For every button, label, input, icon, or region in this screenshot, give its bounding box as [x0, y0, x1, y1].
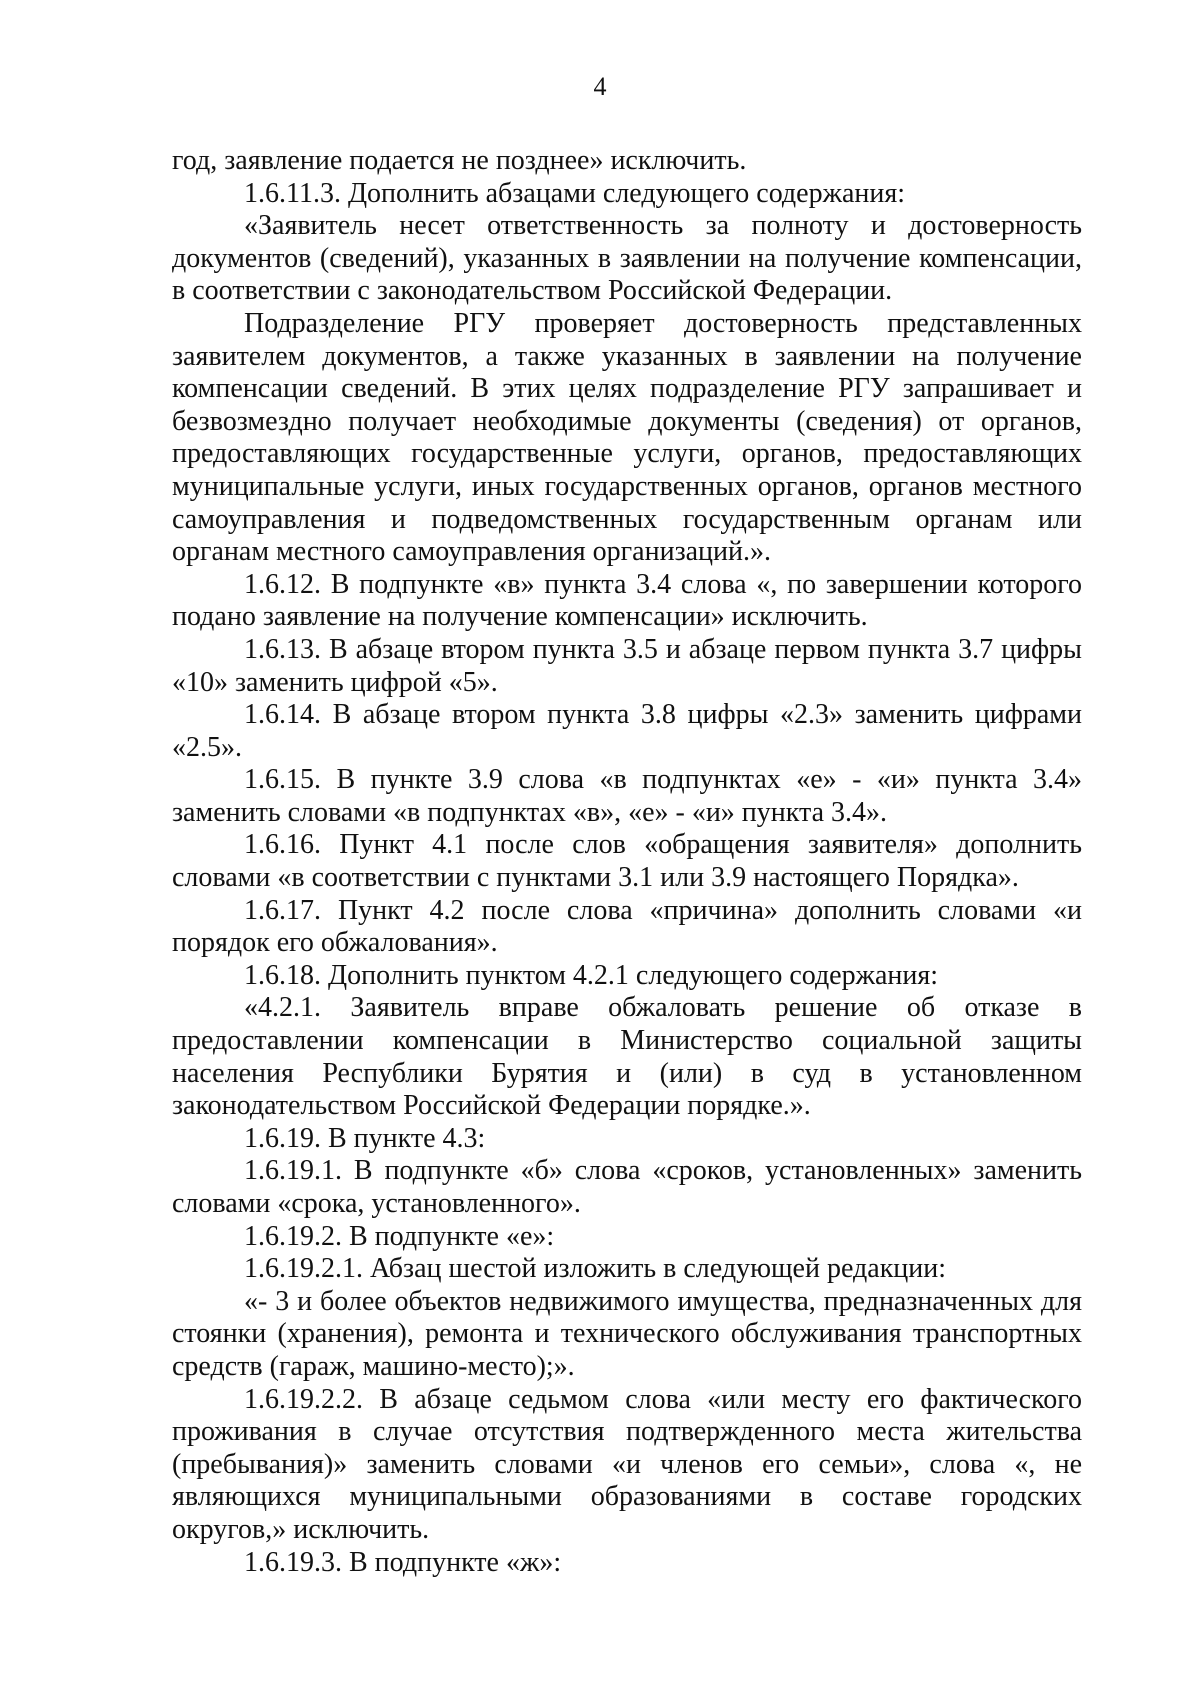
- paragraph: 1.6.17. Пункт 4.2 после слова «причина» дополнить словами «и порядок его обжалования».: [172, 894, 1082, 959]
- document-body: [172, 145, 1082, 1579]
- paragraph: 1.6.19.2.1. Абзац шестой изложить в следующей редакции:: [244, 1253, 947, 1285]
- paragraph: «- 3 и более объектов недвижимого имущества, предназначенных для стоянки (хранения), ремонта и технического обслуживания транспортных средств (гараж, машино-место);».: [172, 1285, 1082, 1382]
- paragraph: Подразделение РГУ проверяет достоверность представленных заявителем документов, а также указанных в заявлении на получение компенсации сведений. В этих целях подразделение РГУ запрашивает и безвозмездно получает необходимые документы (сведения) от органов, предоставляющих государственные услуги, органов, предоставляющих муниципальные услуги, иных государственных органов, органов местного самоуправления и подведомственных государственным органам или органам местного самоуправления организаций.».: [172, 307, 1082, 568]
- paragraph: 1.6.19.2. В подпункте «е»:: [244, 1220, 555, 1252]
- paragraph-continuation: год, заявление подается не позднее» исключить.: [172, 145, 747, 176]
- paragraph: 1.6.16. Пункт 4.1 после слов «обращения заявителя» дополнить словами «в соответствии с пунктами 3.1 или 3.9 настоящего Порядка».: [172, 829, 1082, 894]
- paragraph: «Заявитель несет ответственность за полноту и достоверность документов (сведений), указанных в заявлении на получение компенсации, в соответствии с законодательством Российской Федерации.: [172, 210, 1082, 307]
- paragraph: 1.6.12. В подпункте «в» пункта 3.4 слова «, по завершении которого подано заявление на получение компенсации» исключить.: [172, 568, 1082, 633]
- paragraph: «4.2.1. Заявитель вправе обжаловать решение об отказе в предоставлении компенсации в Министерство социальной защиты населения Республики Бурятия и (или) в суд в установленном законодательством Российской Федерации порядке.».: [172, 992, 1082, 1122]
- paragraph: 1.6.11.3. Дополнить абзацами следующего содержания:: [244, 177, 905, 209]
- page-number: 4: [593, 72, 607, 101]
- paragraph: 1.6.18. Дополнить пунктом 4.2.1 следующего содержания:: [244, 959, 939, 991]
- paragraph: 1.6.19.3. В подпункте «ж»:: [244, 1546, 562, 1578]
- paragraph: 1.6.15. В пункте 3.9 слова «в подпунктах «е» - «и» пункта 3.4» заменить словами «в подпунктах «в», «е» - «и» пункта 3.4».: [172, 764, 1082, 828]
- paragraph: 1.6.14. В абзаце втором пункта 3.8 цифры «2.3» заменить цифрами «2.5».: [172, 699, 1082, 763]
- paragraph: 1.6.19.2.2. В абзаце седьмом слова «или месту его фактического проживания в случае отсутствия подтвержденного места жительства (пребывания)» заменить словами «и членов его семьи», слова «, не являющихся муниципальными образованиями в составе городских округов,» исключить.: [172, 1383, 1082, 1545]
- paragraph: 1.6.19. В пункте 4.3:: [244, 1122, 486, 1154]
- paragraph: 1.6.19.1. В подпункте «б» слова «сроков, установленных» заменить словами «срока, установленного».: [172, 1155, 1082, 1219]
- paragraph: 1.6.13. В абзаце втором пункта 3.5 и абзаце первом пункта 3.7 цифры «10» заменить цифрой «5».: [172, 633, 1082, 698]
